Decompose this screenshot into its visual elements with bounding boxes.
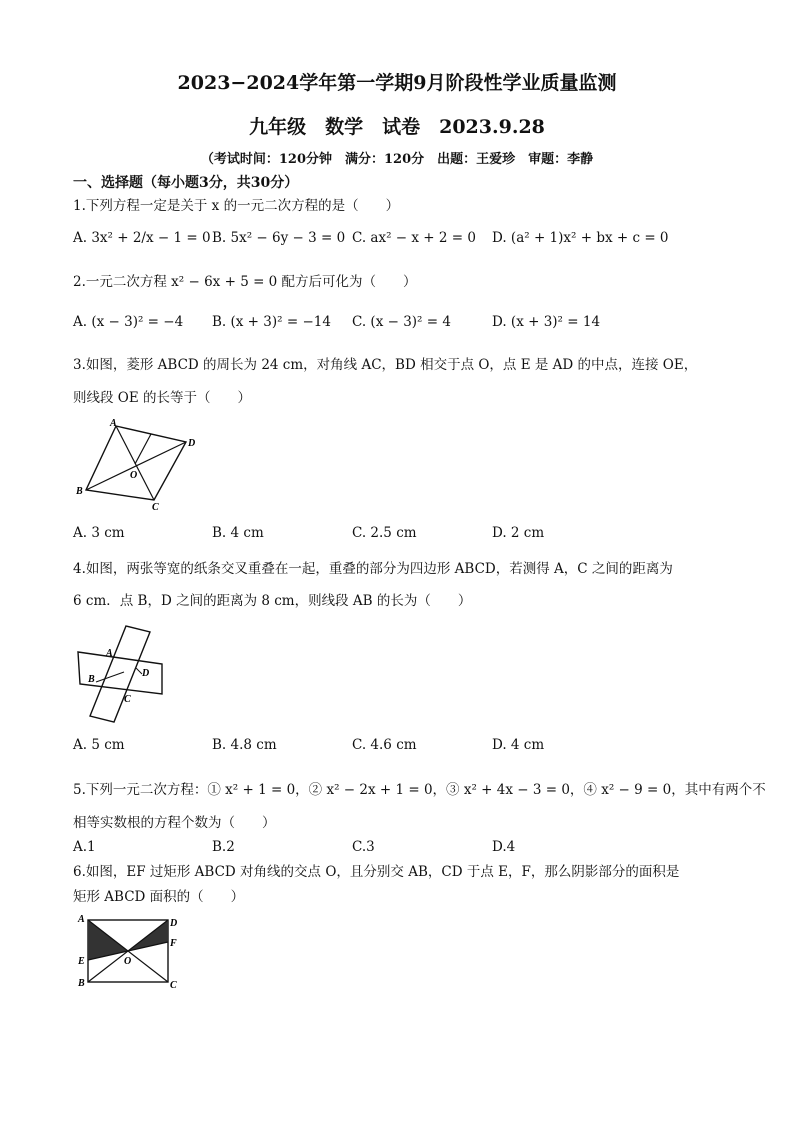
question-5-stem-cont: 相等实数根的方程个数为（ ）: [73, 815, 276, 831]
question-3-option-c[interactable]: C. 2.5 cm: [352, 525, 417, 541]
question-3-option-b[interactable]: B. 4 cm: [212, 525, 264, 541]
question-1-option-b[interactable]: B. 5x² − 6y − 3 = 0: [212, 230, 346, 246]
question-4-stem: 4.如图，两张等宽的纸条交叉重叠在一起，重叠的部分为四边形 ABCD，若测得 A，C 之间的距离为: [73, 561, 673, 577]
question-3-stem-cont: 则线段 OE 的长等于（ ）: [73, 390, 252, 406]
question-1-option-c[interactable]: C. ax² − x + 2 = 0: [352, 230, 476, 246]
question-4-option-c[interactable]: C. 4.6 cm: [352, 737, 417, 753]
question-6-stem-cont: 矩形 ABCD 面积的（ ）: [73, 889, 245, 905]
question-2-option-a[interactable]: A. (x − 3)² = −4: [73, 314, 184, 330]
question-1-option-d[interactable]: D. (a² + 1)x² + bx + c = 0: [492, 230, 669, 246]
question-1-stem: 1.下列方程一定是关于 x 的一元二次方程的是（ ）: [73, 198, 400, 214]
question-4-option-a[interactable]: A. 5 cm: [73, 737, 125, 753]
rhombus-label-a: A: [110, 418, 117, 429]
rect-label-o: O: [124, 956, 132, 967]
question-2-stem: 2.一元二次方程 x² − 6x + 5 = 0 配方后可化为（ ）: [73, 274, 417, 290]
question-3-option-d[interactable]: D. 2 cm: [492, 525, 545, 541]
question-5-option-d[interactable]: D.4: [492, 839, 516, 855]
question-5-option-b[interactable]: B.2: [212, 839, 235, 855]
question-4-stem-cont: 6 cm．点 B，D 之间的距离为 8 cm，则线段 AB 的长为（ ）: [73, 593, 472, 609]
exam-subtitle: 九年级 数学 试卷 2023.9.28: [249, 116, 545, 138]
strips-label-d: D: [142, 668, 150, 679]
paper-strips-figure: [76, 622, 176, 726]
question-4-option-b[interactable]: B. 4.8 cm: [212, 737, 277, 753]
rhombus-label-b: B: [76, 486, 83, 497]
rect-label-c: C: [170, 980, 177, 990]
rect-label-d: D: [170, 918, 178, 929]
question-3-option-a[interactable]: A. 3 cm: [73, 525, 125, 541]
question-3-stem: 3.如图，菱形 ABCD 的周长为 24 cm，对角线 AC，BD 相交于点 O，点 E 是 AD 的中点，连接 OE，: [73, 357, 698, 373]
question-6-stem: 6.如图，EF 过矩形 ABCD 对角线的交点 O，且分别交 AB，CD 于点 E，F，那么阴影部分的面积是: [73, 864, 680, 880]
question-5-stem: 5.下列一元二次方程：① x² + 1 = 0，② x² − 2x + 1 = 0，③ x² + 4x − 3 = 0，④ x² − 9 = 0，其中有两个不: [73, 782, 766, 798]
strips-label-b: B: [88, 674, 95, 685]
strips-label-c: C: [124, 694, 131, 705]
rectangle-figure: [76, 914, 180, 990]
rhombus-figure: [76, 418, 196, 512]
rhombus-label-c: C: [152, 502, 159, 512]
question-2-option-c[interactable]: C. (x − 3)² = 4: [352, 314, 451, 330]
rhombus-label-d: D: [188, 438, 196, 449]
question-2-option-d[interactable]: D. (x + 3)² = 14: [492, 314, 601, 330]
question-2-option-b[interactable]: B. (x + 3)² = −14: [212, 314, 331, 330]
exam-info: （考试时间：120分钟 满分：120分 出题：王爱珍 审题：李静: [200, 152, 594, 167]
rect-label-b: B: [78, 978, 85, 989]
rect-label-f: F: [170, 938, 177, 949]
rhombus-label-o: O: [130, 470, 138, 481]
strips-label-a: A: [106, 648, 113, 659]
question-5-option-a[interactable]: A.1: [73, 839, 96, 855]
rect-label-e: E: [78, 956, 85, 967]
question-4-option-d[interactable]: D. 4 cm: [492, 737, 545, 753]
question-1-option-a[interactable]: A. 3x² + 2/x − 1 = 0: [73, 230, 211, 246]
section-heading: 一、选择题（每小题3分，共30分）: [73, 175, 299, 191]
rect-label-a: A: [78, 914, 85, 925]
question-5-option-c[interactable]: C.3: [352, 839, 375, 855]
exam-title: 2023−2024学年第一学期9月阶段性学业质量监测: [177, 72, 617, 94]
